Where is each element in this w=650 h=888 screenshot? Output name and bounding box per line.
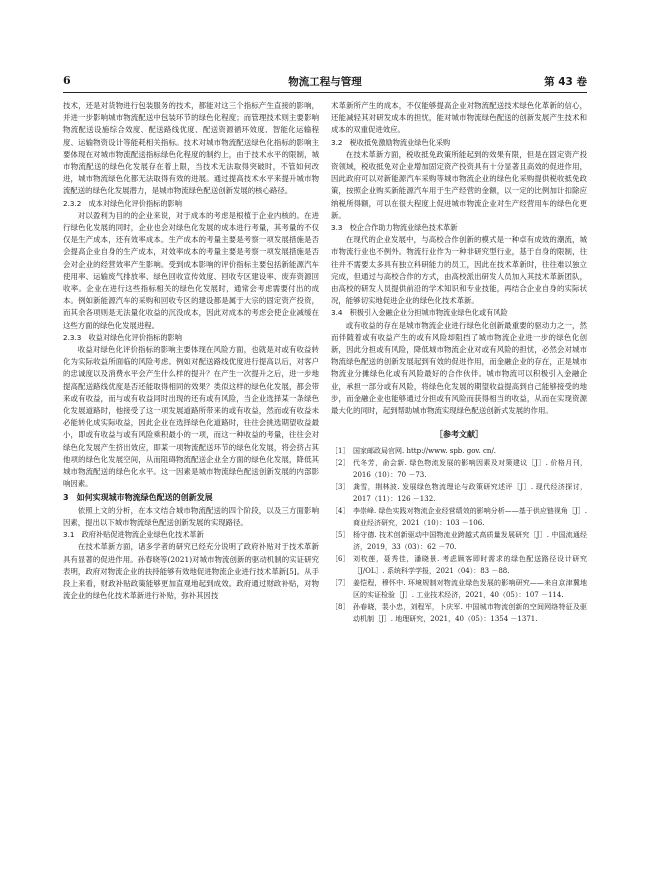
paragraph: 在现代的企业发展中，与高校合作创新的模式是一种卓有成效的潮流，城市物流行业也不例外。物流行业作为一种非研究型行业，基于自身的限制，往往并不需要太多具有独立科研能力的员工，因此在技术革新时，往往难以独立完成，但通过与高校合作的方式，由高校派出研发人员加入其技术革新团队，由高校的研发人员提供前沿的学术知识和专业技能，再结合企业自身的实际状况，能够切实地促进企业的绿色化技术革新。 bbox=[331, 235, 587, 306]
paragraph: 收益对绿色化评价指标的影响主要体现在风险方面，也就是对或有收益转化为实际收益所面临的风险考虑。例如对配送路线优度进行提高以后，对客户的忠诚度以及消费水平会产生什么样的提升？在产生一次提升之后，进一步地提高配送路线优度是否还能取得相同的效果？类似这样的绿色化发展，都会带来或有收益，而与或有收益同时出现的还有或有风险，当企业选择某一条绿色化发展道路时，他接受了这一项发展道路所带来的或有收益，然而或有收益未必能转化成实际收益，因此企业在选择绿色化道路时，往往会挑选期望收益最小，即或有收益与或有风险乘积最小的一项，而这一种收益的考量，往往会对绿色化发展产生挤出效应，即某一项物流配送环节的绿色化发展，将会挤占其他项的绿色化发展空间，从而阻碍物流配送企业全方面的绿色化发展，降低其城市物流配送的绿色化水平。这一因素是城市物流绿色配送创新发展的内部影响因素。 bbox=[63, 345, 319, 489]
paragraph: 在技术革新方面，税收抵免政策所能起到的效果有限，但是在固定资产投资领域，税收抵免对企业增加固定资产投资具有十分显著且高效的促进作用，因此政府可以对新能源汽车采购等城市物流企业的绿色化采购提供税收抵免政策，按照企业购买新能源汽车用于生产经营的金额，以一定的比例加计扣除应纳税所得额，可以在很大程度上促进城市物流企业对生产经营用车的绿色化更新。 bbox=[331, 149, 587, 220]
section-heading: 3 如何实现城市物流绿色配送的创新发展 bbox=[63, 492, 213, 502]
paragraph: 依照上文的分析，在本文结合城市物流配送的四个阶段，以及三方面影响因素，提出以下城市物流绿色配送创新发展的实现路径。 bbox=[63, 505, 319, 527]
reference-number: ［3］ bbox=[331, 483, 350, 492]
reference-text: 代冬芳，俞会新. 绿色物流发展的影响因素及对策建议［J］. 价格月刊，2016（10）：70 －73. bbox=[353, 459, 587, 480]
journal-title: 物流工程与管理 bbox=[288, 76, 362, 88]
subsection-heading: 3.3 校企合作助力物流业绿色技术革新 bbox=[331, 223, 458, 233]
reference-text: 国家邮政局官网. http://www. spb. gov. cn/. bbox=[353, 447, 497, 456]
reference-text: 杨守德. 技术创新驱动中国物流业跨越式高质量发展研究［J］. 中国流通经济，2019，33（03）：62 －70. bbox=[353, 531, 587, 552]
paragraph: 或有收益的存在是城市物流企业进行绿色化创新最重要的驱动力之一，然而伴随着或有收益产生的或有风险却阻挡了城市物流企业进一步的绿色化创新，因此分担或有风险，降低城市物流企业对或有风险的担忧，必然会对城市物流绿色配送的创新发展起到有效的促进作用，而金融企业的存在，正是城市物流业分摊绿色化或有风险最好的合作伙伴。城市物流可以积极引入金融企业，承担一部分或有风险，将绿色化发展的期望收益提高到自己能够接受的地步，而金融企业也能够通过分担或有风险而获得相当的收益，从而在实现资源最大化的同时，起到帮助城市物流实现绿色配送创新式发展的作用。 bbox=[331, 320, 587, 416]
left-column bbox=[63, 100, 319, 602]
reference-number: ［8］ bbox=[331, 603, 350, 612]
right-column bbox=[331, 100, 587, 625]
page-header bbox=[63, 70, 587, 93]
reference-item bbox=[331, 577, 587, 601]
paragraph: 在技术革新方面，诸多学者的研究已经充分说明了政府补贴对于技术革新具有显著的促进作用。孙春晓等(2021)对城市物流创新的驱动机制的实证研究表明，政府对物流企业的扶持能够有效地促进物流企业进行技术革新[5]。从手段上来看，财政补贴政策能够更加直观地起到成效。政府通过财政补贴，对物流企业的绿色化技术革新进行补贴，弥补其因技 bbox=[63, 542, 319, 601]
paragraph: 技术，还是对货物进行包装服务的技术，都能对这三个指标产生直接的影响，并进一步影响城市物流配送中包装环节的绿色化程度；而管理技术则主要影响物流配送设施综合效度、配送路线优度、配送资源循环效度、智能化运输程度、运输物资设计等能耗相关指标。技术对城市物流配送绿色化指标的影响主要体现在对城市物流配送指标绿色化程度的制约上，由于技术水平的限制，城市物流配送的绿色化发展存在着上限，当技术无法取得突破时，不管如何改进，城市物流绿色化都无法取得有效的进展。通过提高技术水平来提升城市物流配送的绿色化发展潜力，是城市物流绿色配送创新发展的核心路径。 bbox=[63, 101, 319, 196]
reference-number: ［5］ bbox=[331, 531, 350, 540]
reference-number: ［6］ bbox=[331, 555, 350, 564]
right-column-body bbox=[331, 100, 587, 417]
reference-number: ［1］ bbox=[331, 447, 350, 456]
paragraph: 对以盈利为目的的企业来说，对于成本的考虑是根植于企业内核的。在进行绿色化发展的同时，企业也会对绿色化发展的成本进行考量，其考量的不仅仅是生产成本，还有效率成本。生产成本的考量主要是考察一项发展措施是否会提高企业自身的生产成本，对效率成本的考量主要是考察一项发展措施是否会对企业的经营效率产生影响。受到成本影响的评价指标主要包括新能源汽车使用率、运输废气排放率、绿色回收宣传效度、回收专区建设率、废弃资源回收率。企业在进行这些指标相关的绿色化发展时，通常会考虑需要付出的成本。例如新能源汽车的采购和回收专区的建设都是属于大宗的固定资产投资，而其余各项则是无法量化收益的沉没成本，因此对成本的考虑会使企业减缓在这些方面的绿色化发展进程。 bbox=[63, 210, 319, 330]
reference-text: 刘枚莲，聂秀佳，潘晓景. 考虑顾客即时需求的绿色配送路径设计研究［J/OL］. 系统科学学报，2021（04）：83 －88. bbox=[353, 555, 587, 576]
reference-text: 姜恺程，穆怀中. 环境规制对物流业绿色发展的影响研究——来自京津冀地区的实证检验［J］. 工业技术经济，2021，40（05）：107 －114. bbox=[353, 579, 587, 600]
reference-number: ［4］ bbox=[331, 507, 350, 516]
subsection-heading: 3.4 积极引入金融企业分担城市物流业绿色化或有风险 bbox=[331, 308, 508, 318]
subsection-heading: 2.3.2 成本对绿色化评价指标的影响 bbox=[63, 198, 182, 208]
reference-text: 龚雪，荆林波. 发展绿色物流理论与政策研究述评［J］. 现代经济探讨，2017（11）：126 －132. bbox=[353, 483, 587, 504]
reference-number: ［7］ bbox=[331, 579, 350, 588]
reference-item bbox=[331, 529, 587, 553]
subsection-heading: 3.2 税收抵免激励物流业绿色化采购 bbox=[331, 137, 451, 147]
references-title: ［参考文献］ bbox=[435, 430, 483, 440]
reference-number: ［2］ bbox=[331, 459, 350, 468]
reference-item bbox=[331, 505, 587, 529]
paragraph: 术革新所产生的成本，不仅能够提高企业对物流配送技术绿色化革新的信心，还能减轻其对研发成本的担忧，能对城市物流绿色配送的创新发展产生技术和成本的双重促进效应。 bbox=[331, 101, 587, 135]
subsection-heading: 2.3.3 收益对绿色化评价指标的影响 bbox=[63, 332, 182, 342]
reference-text: 孙春晓，裴小忠，刘程军，卜庆军. 中国城市物流创新的空间网络特征及驱动机制［J］. 地理研究，2021，40（05）：1354 －1371. bbox=[353, 603, 587, 624]
reference-item bbox=[331, 457, 587, 481]
page-number: 6 bbox=[63, 74, 71, 87]
reference-item bbox=[331, 445, 587, 457]
reference-item bbox=[331, 601, 587, 625]
reference-item bbox=[331, 481, 587, 505]
subsection-heading: 3.1 政府补贴促进物流企业绿色化技术革新 bbox=[63, 530, 204, 540]
reference-text: 李崇峰. 绿色实践对物流企业经营绩效的影响分析——基于供应链视角［J］. 商业经济研究，2021（10）：103 －106. bbox=[353, 507, 587, 528]
volume-label: 第 43 卷 bbox=[544, 76, 587, 88]
references-list bbox=[331, 445, 587, 625]
reference-item bbox=[331, 553, 587, 577]
